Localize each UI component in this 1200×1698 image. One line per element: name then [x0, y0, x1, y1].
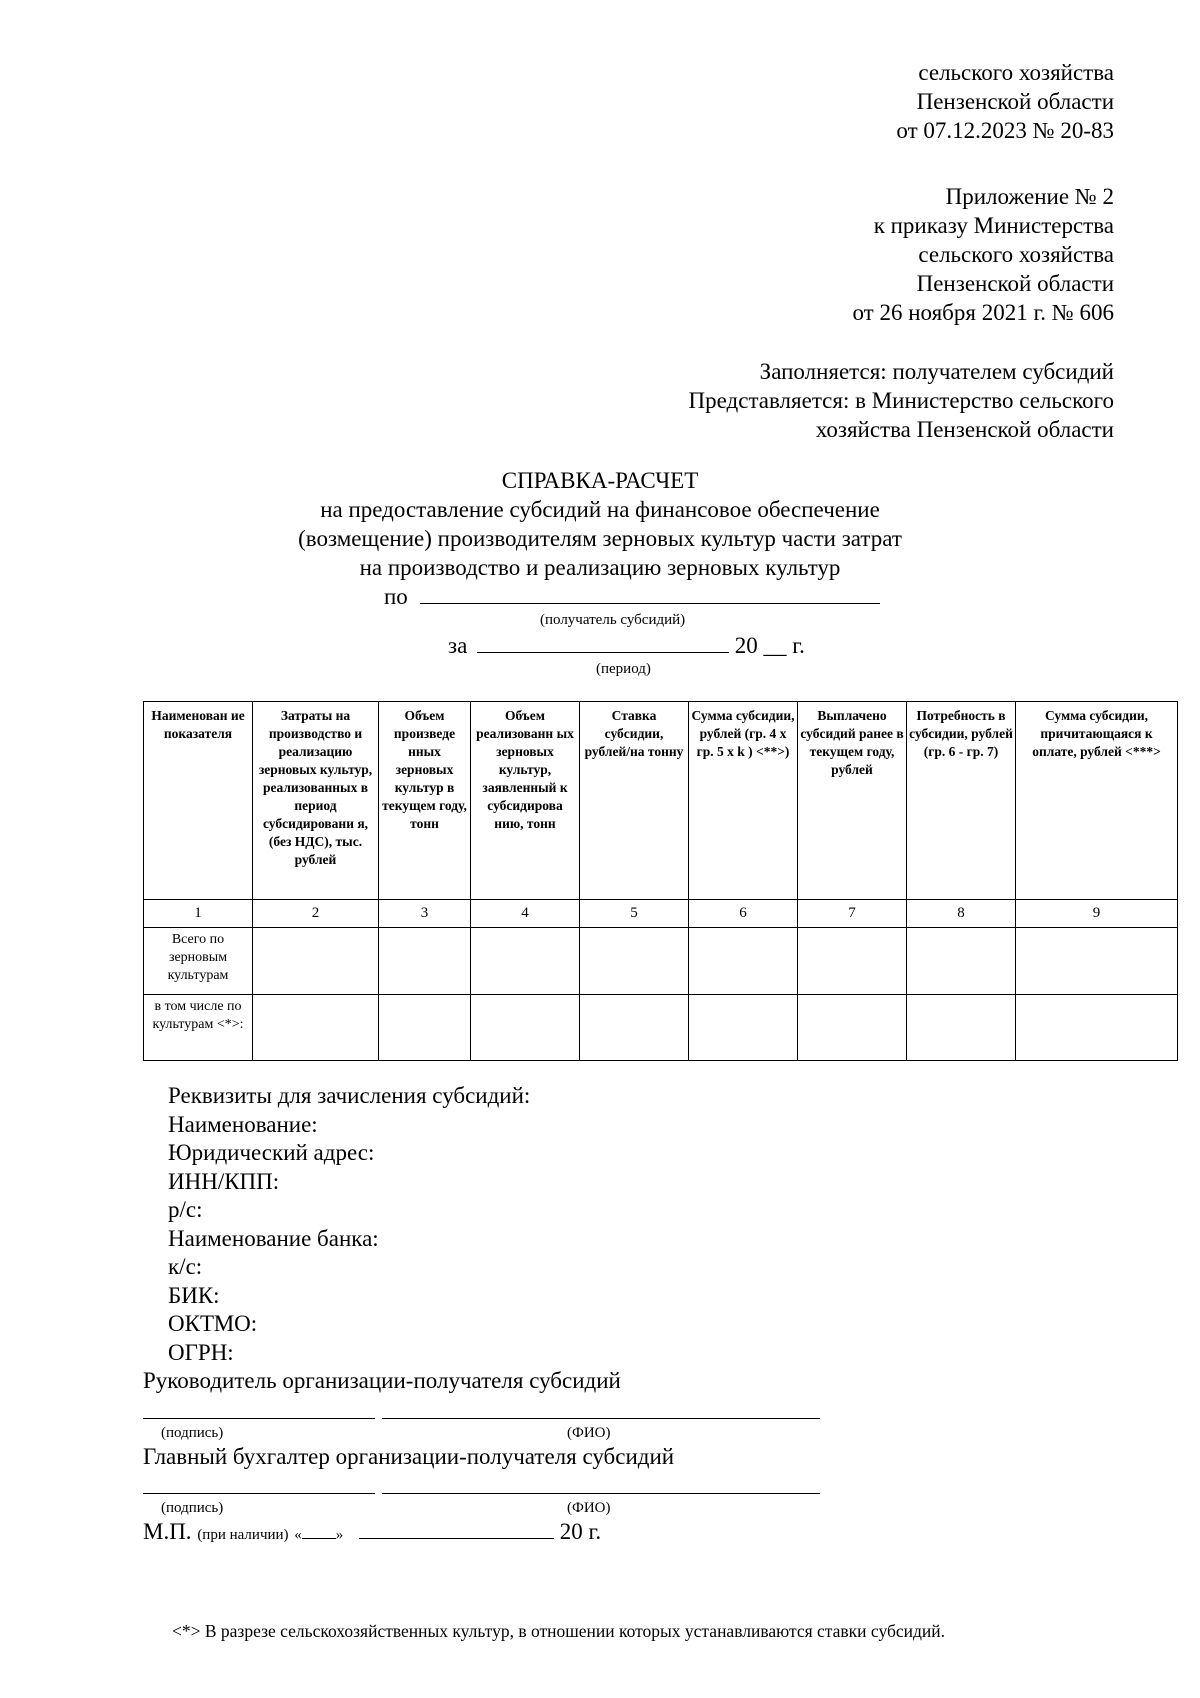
stamp-note: (при наличии) [197, 1527, 289, 1543]
col-header: Объем реализованн ых зерновых культур, заявленный к субсидирова нию, тонн [471, 702, 580, 900]
stamp-label: М.П. [143, 1519, 192, 1544]
requisites-title: Реквизиты для зачисления субсидий: [168, 1083, 531, 1108]
requisite-ogrn: ОГРН: [168, 1339, 234, 1365]
table-cell[interactable] [1016, 928, 1178, 995]
recipient-line [384, 582, 880, 611]
col-header: Затраты на производство и реализацию зерновых культур, реализованных в период субсидировани я, (без НДС), тыс. рублей [253, 702, 379, 900]
date-quote-close: » [335, 1527, 344, 1543]
footnote: <*> В разрезе сельскохозяйственных культур, в отношении которых устанавливаются ставки субсидий. [172, 1621, 946, 1641]
table-cell[interactable] [580, 995, 689, 1061]
fio-caption: (ФИО) [567, 1425, 611, 1441]
table-cell[interactable] [253, 995, 379, 1061]
table-cell[interactable] [379, 995, 471, 1061]
head-fio-line[interactable] [382, 1418, 820, 1419]
column-number: 5 [580, 900, 689, 928]
column-number: 3 [379, 900, 471, 928]
period-caption: (период) [596, 661, 651, 677]
period-field[interactable] [477, 632, 729, 653]
calculation-table [143, 701, 1178, 1061]
column-number: 4 [471, 900, 580, 928]
table-cell[interactable] [471, 928, 580, 995]
requisite-ks: к/с: [168, 1254, 203, 1279]
table-cell[interactable] [471, 995, 580, 1061]
col-header: Наименован ие показателя [144, 702, 253, 900]
accountant-signature-title: Главный бухгалтер организации-получателя субсидий [143, 1444, 675, 1469]
col-header: Объем произведе нных зерновых культур в текущем году, тонн [379, 702, 471, 900]
appendix-date: от 26 ноября 2021 г. № 606 [852, 300, 1114, 325]
column-number: 1 [144, 900, 253, 928]
column-number: 9 [1016, 900, 1178, 928]
date-quote-open: « [294, 1527, 302, 1543]
table-row [144, 928, 1178, 995]
date-year: 20 г. [559, 1519, 602, 1544]
accountant-signature-line[interactable] [143, 1493, 375, 1494]
table-cell[interactable] [689, 928, 798, 995]
period-line [448, 631, 805, 660]
fio-caption: (ФИО) [567, 1500, 611, 1516]
column-number: 2 [253, 900, 379, 928]
column-number-row [144, 900, 1178, 928]
recipient-prefix: по [384, 584, 408, 609]
col-header: Потребность в субсидии, рублей (гр. 6 - гр. 7) [907, 702, 1016, 900]
order-ref-line: Пензенской области [916, 89, 1114, 114]
table-cell[interactable] [798, 995, 907, 1061]
table-header-row [144, 702, 1178, 900]
recipient-field[interactable] [420, 583, 880, 604]
requisite-bank: Наименование банка: [168, 1225, 379, 1251]
title-line: на производство и реализацию зерновых культур [359, 555, 841, 580]
recipient-caption: (получатель субсидий) [540, 612, 686, 628]
fill-info-line: хозяйства Пензенской области [815, 417, 1114, 442]
fill-info-line: Представляется: в Министерство сельского [688, 388, 1114, 413]
fill-info-block [689, 357, 1114, 444]
order-ref-line: сельского хозяйства [918, 60, 1114, 85]
table-cell[interactable] [379, 928, 471, 995]
column-number: 7 [798, 900, 907, 928]
column-number: 8 [907, 900, 1016, 928]
requisites-block [168, 1082, 530, 1367]
table-cell[interactable] [1016, 995, 1178, 1061]
signature-caption: (подпись) [161, 1425, 224, 1441]
col-header: Выплачено субсидий ранее в текущем году, рублей [798, 702, 907, 900]
title-line: на предоставление субсидий на финансовое обеспечение [320, 497, 880, 522]
period-year: 20 __ г. [734, 633, 805, 658]
table-cell[interactable] [689, 995, 798, 1061]
date-day-field[interactable] [302, 1523, 336, 1539]
row-label: в том числе по культурам <*>: [144, 995, 253, 1061]
table-row [144, 995, 1178, 1061]
requisite-bik: БИК: [168, 1282, 220, 1308]
requisite-rs: р/с: [168, 1197, 203, 1222]
head-signature-line[interactable] [143, 1418, 375, 1419]
appendix-line: Пензенской области [916, 271, 1114, 296]
table-cell[interactable] [907, 928, 1016, 995]
document-title: СПРАВКА-РАСЧЕТ [501, 468, 699, 493]
table-cell[interactable] [798, 928, 907, 995]
date-month-field[interactable] [359, 1518, 554, 1539]
appendix-number: Приложение № 2 [945, 184, 1114, 209]
accountant-fio-line[interactable] [382, 1493, 820, 1494]
column-number: 6 [689, 900, 798, 928]
col-header: Сумма субсидии, причитающаяся к оплате, рублей <***> [1016, 702, 1178, 900]
col-header: Ставка субсидии, рублей/на тонну [580, 702, 689, 900]
requisite-oktmo: ОКТМО: [168, 1311, 258, 1336]
order-ref-date: от 07.12.2023 № 20-83 [896, 118, 1114, 143]
order-reference-block [896, 58, 1114, 145]
requisite-address: Юридический адрес: [168, 1140, 375, 1165]
col-header: Сумма субсидии, рублей (гр. 4 x гр. 5 x k ) <**>) [689, 702, 798, 900]
requisite-inn: ИНН/КПП: [168, 1168, 280, 1194]
stamp-date-line [143, 1517, 601, 1550]
appendix-block [852, 182, 1114, 327]
requisite-name: Наименование: [168, 1111, 318, 1137]
table-cell[interactable] [580, 928, 689, 995]
period-prefix: за [448, 633, 468, 658]
signature-caption: (подпись) [161, 1500, 224, 1516]
row-label: Всего по зерновым культурам [144, 928, 253, 995]
appendix-line: сельского хозяйства [918, 242, 1114, 267]
fill-info-line: Заполняется: получателем субсидий [759, 359, 1114, 384]
appendix-line: к приказу Министерства [873, 213, 1114, 238]
title-line: (возмещение) производителям зерновых культур части затрат [298, 526, 902, 551]
table-cell[interactable] [253, 928, 379, 995]
head-signature-title: Руководитель организации-получателя субсидий [143, 1368, 621, 1393]
table-cell[interactable] [907, 995, 1016, 1061]
